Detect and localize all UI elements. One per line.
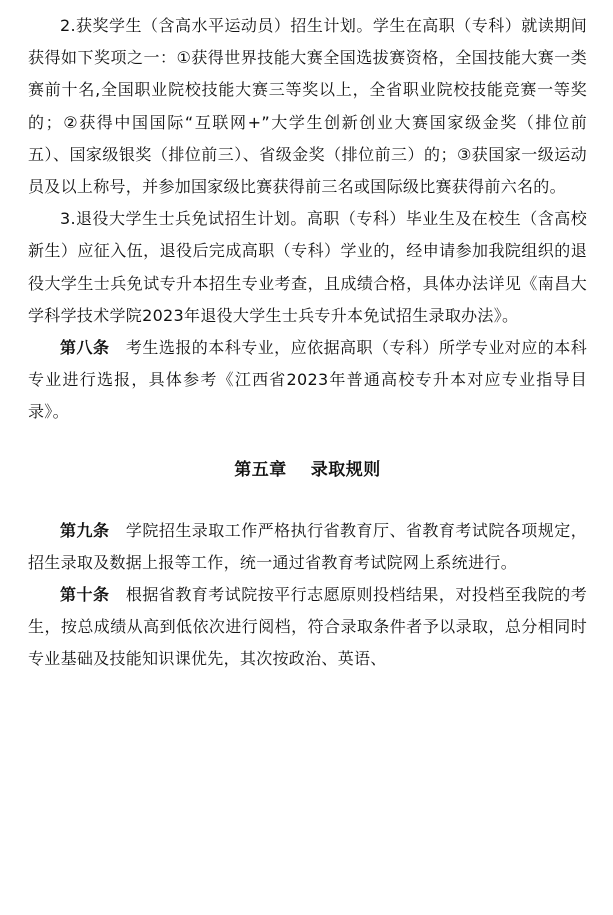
article-10-text: 根据省教育考试院按平行志愿原则投档结果，对投档至我院的考生，按总成绩从高到低依次进行阅档，符合录取条件者予以录取，总分相同时专业基础及技能知识课优先，其次按政治、英语、 xyxy=(28,585,587,669)
article-8-label: 第八条 xyxy=(60,338,110,358)
article-10-label: 第十条 xyxy=(60,585,110,605)
paragraph-award-students-plan: 2.获奖学生（含高水平运动员）招生计划。学生在高职（专科）就读期间获得如下奖项之一：①获得世界技能大赛全国选拔赛资格，全国技能大赛一类赛前十名,全国职业院校技能大赛三等奖以上，全省职业院校技能竞赛一等奖的；②获得中国国际“互联网+”大学生创新创业大赛国家级金奖（排位前五）、国家级银奖（排位前三）、省级金奖（排位前三）的；③获国家一级运动员及以上称号，并参加国家级比赛获得前三名或国际级比赛获得前六名的。 xyxy=(28,16,587,197)
article-10 xyxy=(28,579,587,676)
article-8 xyxy=(28,332,587,429)
article-9-label: 第九条 xyxy=(60,520,110,540)
article-9-text: 学院招生录取工作严格执行省教育厅、省教育考试院各项规定，招生录取及数据上报等工作，统一通过省教育考试院网上系统进行。 xyxy=(28,520,587,572)
chapter-5-heading: 第五章 录取规则 xyxy=(234,459,381,480)
article-9 xyxy=(28,515,587,579)
article-8-text: 考生选报的本科专业，应依据高职（专科）所学专业对应的本科专业进行选报，具体参考《江西省2023年普通高校专升本对应专业指导目录》。 xyxy=(28,338,587,422)
paragraph-veteran-students-plan: 3.退役大学生士兵免试招生计划。高职（专科）毕业生及在校生（含高校新生）应征入伍，退役后完成高职（专科）学业的，经申请参加我院组织的退役大学生士兵免试专升本招生专业考查，且成绩合格，具体办法详见《南昌大学科学技术学院2023年退役大学生士兵专升本免试招生录取办法》。 xyxy=(28,209,587,325)
